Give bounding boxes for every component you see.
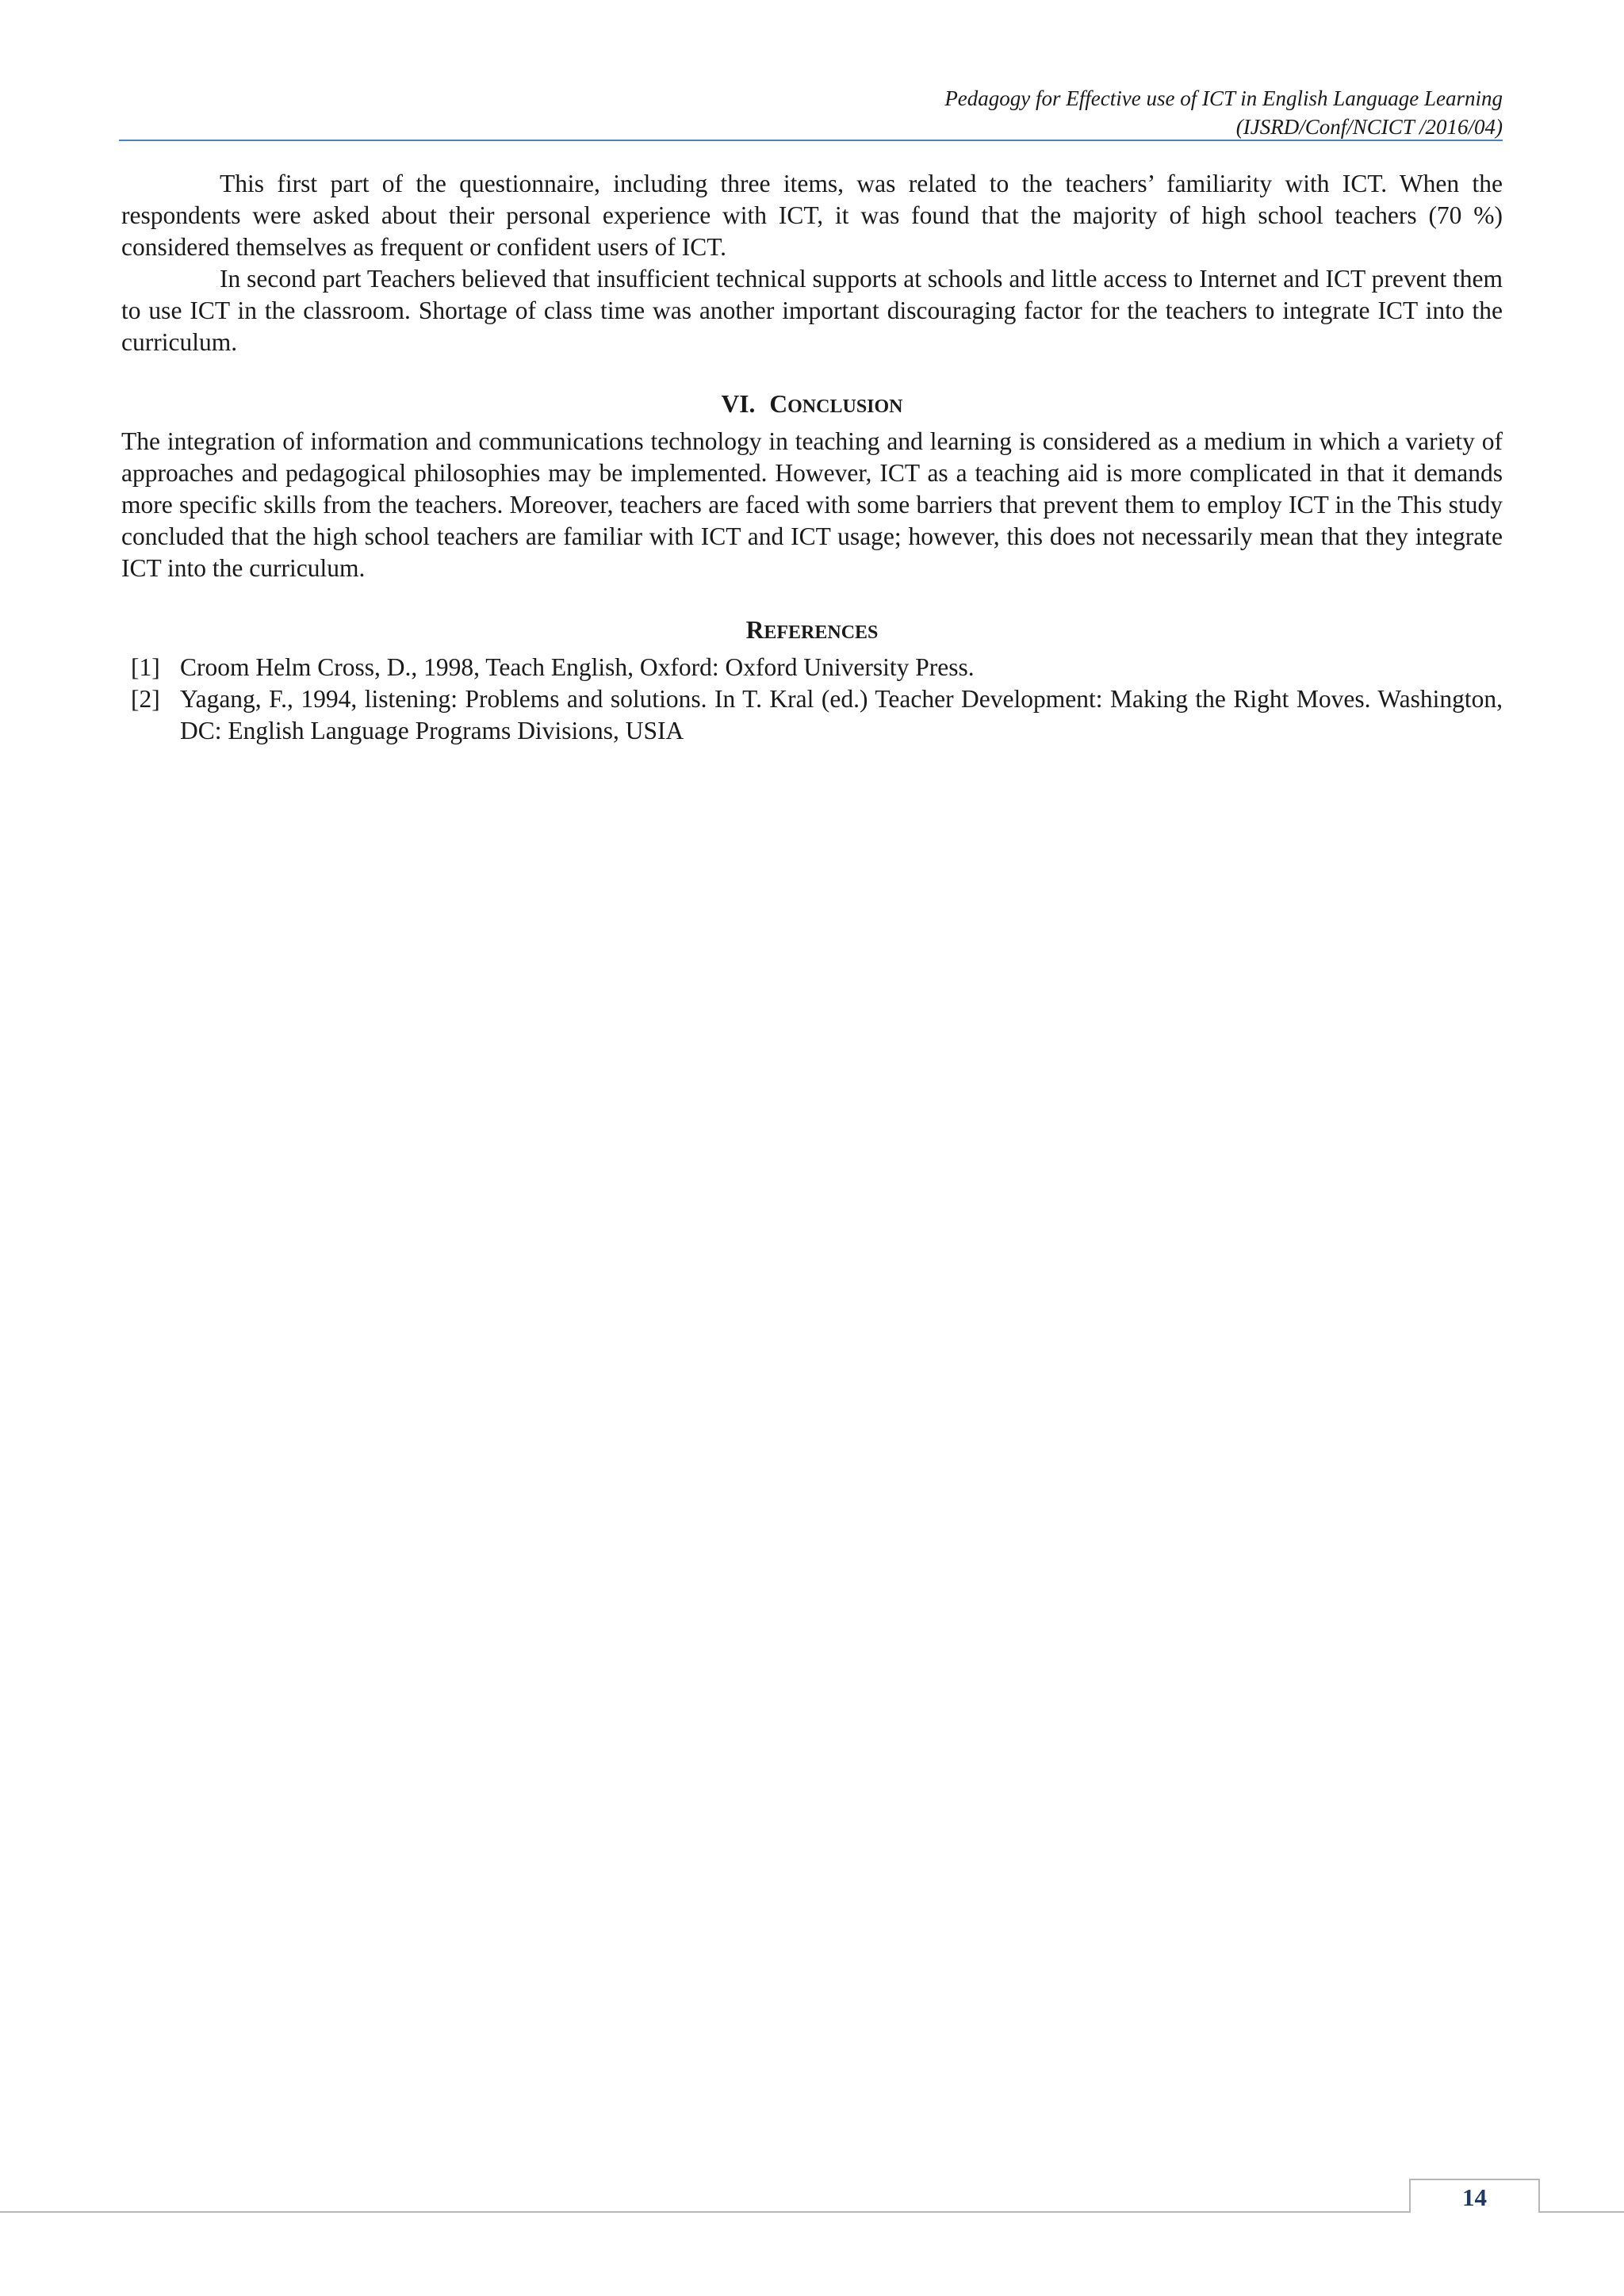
reference-item <box>121 652 1503 683</box>
reference-number: [2] <box>131 685 160 713</box>
footer-rule <box>0 2211 1624 2213</box>
section-number: VI. <box>721 390 756 418</box>
section-title-rest: ONCLUSION <box>787 396 903 417</box>
reference-text: Croom Helm Cross, D., 1998, Teach English, Oxford: Oxford University Press. <box>180 653 975 681</box>
references-heading <box>121 614 1503 649</box>
section-heading-conclusion <box>121 388 1503 423</box>
body-paragraph-2: In second part Teachers believed that insufficient technical supports at schools and little access to Internet and ICT prevent them to use ICT in the classroom. Shortage of class time was another important discouraging factor for the teachers to integrate ICT into the curriculum. <box>121 265 1503 356</box>
page-number: 14 <box>1409 2179 1540 2213</box>
reference-item <box>121 683 1503 747</box>
running-header <box>119 84 1503 141</box>
body-paragraph-1: This first part of the questionnaire, including three items, was related to the teachers’ familiarity with ICT. When the respondents were asked about their personal experience with ICT, it was found that the majority of high school teachers (70 %) considered themselves as frequent or confident users of ICT. <box>121 170 1503 261</box>
reference-list <box>121 652 1503 747</box>
header-title: Pedagogy for Effective use of ICT in English Language Learning <box>944 86 1503 110</box>
body-text <box>121 168 1503 747</box>
conclusion-paragraph: The integration of information and communications technology in teaching and learning is considered as a medium in which a variety of approaches and pedagogical philosophies may be implemented. However, ICT as a teaching aid is more complicated in that it demands more specific skills from the teachers. Moreover, teachers are faced with some barriers that prevent them to employ ICT in the This study concluded that the high school teachers are familiar with ICT and ICT usage; however, this does not necessarily mean that they integrate ICT into the curriculum. <box>121 427 1503 582</box>
header-rule <box>119 140 1503 141</box>
reference-text: Yagang, F., 1994, listening: Problems and solutions. In T. Kral (ed.) Teacher Development: Making the Right Moves. Washington, DC: English Language Programs Divisions, USIA <box>180 685 1503 744</box>
references-title-initial: R <box>745 616 764 644</box>
section-title-initial: C <box>769 390 788 418</box>
header-citation: (IJSRD/Conf/NCICT /2016/04) <box>1235 115 1503 139</box>
reference-number: [1] <box>131 653 160 681</box>
references-title-rest: EFERENCES <box>764 622 879 643</box>
